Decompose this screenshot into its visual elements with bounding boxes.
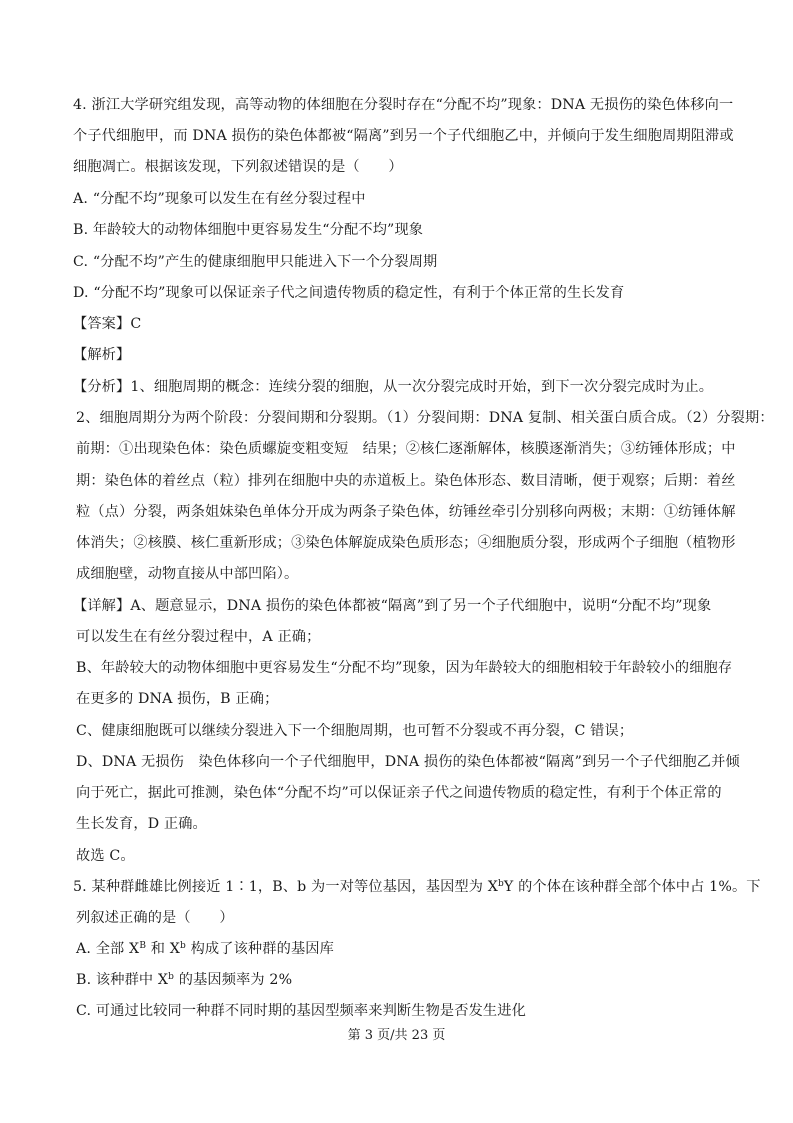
- q4-conclusion: 故选 C。: [76, 848, 135, 864]
- page-footer: 第 3 页/共 23 页: [347, 1028, 446, 1043]
- q4-detail-line-4: 在更多的 DNA 损伤，B 正确；: [76, 691, 279, 707]
- q5-stem-line-1: [73, 877, 761, 897]
- q5-option-a-text-b: 和 X: [146, 941, 180, 957]
- q5-option-b-text-b: 的基因频率为 2%: [174, 972, 293, 988]
- q4-stem-line-1: 4. 浙江大学研究组发现，高等动物的体细胞在分裂时存在“分配不均”现象：DNA 无损伤的染色体移向一: [73, 97, 734, 113]
- q4-option-a: A. “分配不均”现象可以发生在有丝分裂过程中: [73, 191, 366, 207]
- q4-analysis-line-3: 前期：①出现染色体：染色质螺旋变粗变短 结果；②核仁逐渐解体，核膜逐渐消失；③纺锤体形成；中: [76, 441, 736, 457]
- q5-option-a-superscript-2: b: [180, 941, 186, 951]
- q4-analysis-line-5: 粒（点）分裂，两条姐妹染色单体分开成为两条子染色体，纺锤丝牵引分别移向两极；末期：①纺锤体解: [76, 504, 736, 520]
- q4-analysis-line-2: 2、细胞周期分为两个阶段：分裂间期和分裂期。（1）分裂间期：DNA 复制、相关蛋白质合成。（2）分裂期：: [76, 410, 774, 426]
- q4-detail-line-8: 生长发育，D 正确。: [76, 816, 207, 832]
- q4-analysis-line-7: 成细胞壁，动物直接从中部凹陷）。: [76, 566, 299, 582]
- q5-stem-text-a: 5. 某种群雌雄比例接近 1∶1，B、b 为一对等位基因，基因型为 X: [73, 879, 498, 895]
- q5-option-b-superscript: b: [168, 972, 175, 982]
- q5-stem-superscript: b: [498, 879, 504, 889]
- q5-option-b-text-a: B. 该种群中 X: [76, 972, 169, 988]
- q5-option-a-superscript-1: B: [139, 941, 147, 951]
- q4-analysis-line-1: 【分析】1、细胞周期的概念：连续分裂的细胞，从一次分裂完成时开始，到下一次分裂完成时为止。: [73, 379, 714, 395]
- q4-option-c: C. “分配不均”产生的健康细胞甲只能进入下一个分裂周期: [73, 254, 438, 270]
- q5-option-b: [76, 970, 292, 990]
- q5-stem-line-2: 列叙述正确的是（ ）: [76, 910, 234, 926]
- q5-option-a-text-c: 构成了该种群的基因库: [185, 941, 334, 957]
- q4-stem-line-3: 细胞凋亡。根据该发现，下列叙述错误的是（ ）: [73, 159, 403, 175]
- q4-analysis-line-6: 体消失；②核膜、核仁重新形成；③染色体解旋成染色质形态；④细胞质分裂，形成两个子细胞（植物形: [76, 535, 736, 551]
- q4-detail-line-5: C、健康细胞既可以继续分裂进入下一个细胞周期，也可暂不分裂或不再分裂，C 错误；: [76, 723, 634, 739]
- q4-analysis-line-4: 期：染色体的着丝点（粒）排列在细胞中央的赤道板上。染色体形态、数目清晰，便于观察；后期：着丝: [76, 473, 736, 489]
- q5-option-c: C. 可通过比较同一种群不同时期的基因型频率来判断生物是否发生进化: [76, 1003, 526, 1019]
- q4-detail-line-1: 【详解】A、题意显示，DNA 损伤的染色体都被“隔离”到了另一个子代细胞中，说明“分配不均”现象: [73, 598, 712, 614]
- q4-stem-line-2: 个子代细胞甲，而 DNA 损伤的染色体都被“隔离”到另一个子代细胞乙中，并倾向于发生细胞周期阻滞或: [73, 128, 734, 144]
- q5-stem-text-b: Y 的个体在该种群全部个体中占 1%。下: [503, 879, 761, 895]
- q4-analysis-label: 【解析】: [73, 347, 131, 363]
- q5-option-a-text-a: A. 全部 X: [76, 941, 140, 957]
- q4-detail-line-6: D、DNA 无损伤 染色体移向一个子代细胞甲，DNA 损伤的染色体都被“隔离”到另一个子代细胞乙并倾: [76, 754, 740, 770]
- q4-option-b: B. 年龄较大的动物体细胞中更容易发生“分配不均”现象: [73, 222, 424, 238]
- q4-answer: 【答案】C: [73, 316, 142, 332]
- q4-detail-line-3: B、年龄较大的动物体细胞中更容易发生“分配不均”现象，因为年龄较大的细胞相较于年龄较小的细胞存: [76, 660, 733, 676]
- q5-option-a: [76, 939, 334, 959]
- q4-detail-line-2: 可以发生在有丝分裂过程中，A 正确；: [76, 629, 321, 645]
- q4-detail-line-7: 向于死亡，据此可推测，染色体“分配不均”可以保证亲子代之间遗传物质的稳定性，有利于个体正常的: [76, 785, 722, 801]
- q4-option-d: D. “分配不均”现象可以保证亲子代之间遗传物质的稳定性，有利于个体正常的生长发育: [73, 285, 625, 301]
